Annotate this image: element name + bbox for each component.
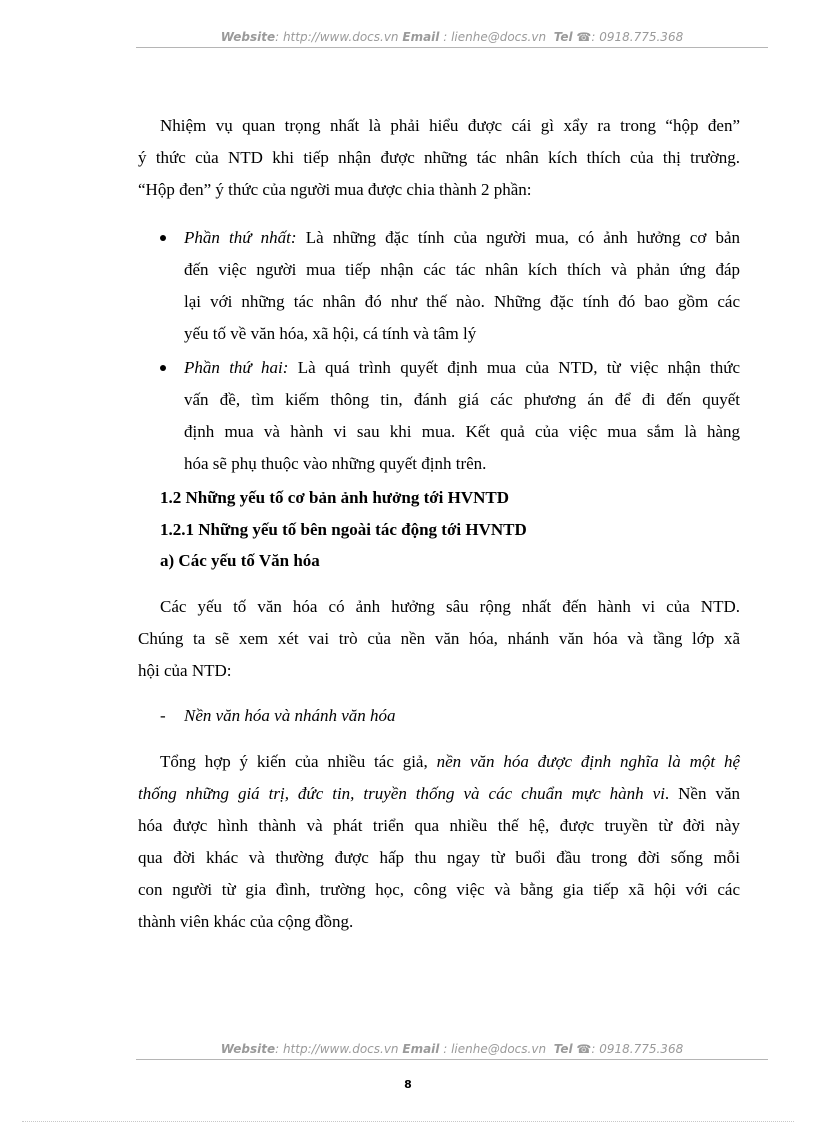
page-number: 8: [404, 1078, 412, 1091]
dash-marker: -: [160, 706, 166, 725]
list-item: [184, 352, 740, 480]
phone-icon: ☎: [576, 30, 592, 44]
text-segment-italic: thống những giá trị, đức tin, truyền thống và các chuẩn mực hành vi: [138, 784, 665, 803]
page-edge-divider: [22, 1121, 794, 1122]
tel-label: Tel: [553, 30, 573, 44]
website-value: : http://www.docs.vn: [275, 1042, 399, 1056]
text-line: thành viên khác của cộng đồng.: [138, 912, 354, 931]
text-line: qua đời khác và thường được hấp thu ngay từ buổi đầu trong đời sống mỗi: [138, 848, 740, 867]
text-line: “Hộp đen” ý thức của người mua được chia thành 2 phần:: [138, 180, 532, 199]
list-item: [184, 222, 740, 350]
text-line: Nhiệm vụ quan trọng nhất là phải hiểu được cái gì xẩy ra trong “hộp đen”: [160, 116, 740, 135]
paragraph-definition: [138, 746, 740, 938]
text-segment: Tổng hợp ý kiến của nhiều tác giả,: [160, 752, 437, 771]
section-heading: 1.2 Những yếu tố cơ bản ảnh hưởng tới HVNTD: [160, 488, 510, 507]
subsection-heading: 1.2.1 Những yếu tố bên ngoài tác động tới HVNTD: [160, 520, 527, 539]
footer-rule: [136, 1059, 768, 1060]
email-label: Email: [402, 1042, 440, 1056]
tel-value: : 0918.775.368: [591, 1042, 684, 1056]
list-item: [160, 700, 740, 732]
text-line: Là những đặc tính của người mua, có ảnh hưởng cơ bản: [296, 228, 741, 247]
list-item-label: Phần thứ nhất:: [184, 228, 297, 247]
text-segment: . Nền văn: [664, 784, 740, 803]
subsection-heading: a) Các yếu tố Văn hóa: [160, 551, 320, 570]
tel-label: Tel: [553, 1042, 573, 1056]
page-header: [136, 29, 768, 45]
website-value: : http://www.docs.vn: [275, 30, 399, 44]
paragraph-intro: [138, 110, 740, 206]
bullet-icon: [160, 235, 166, 241]
paragraph-culture: [138, 591, 740, 687]
bullet-icon: [160, 365, 166, 371]
text-line: ý thức của NTD khi tiếp nhận được những tác nhân kích thích của thị trường.: [138, 148, 740, 167]
header-rule: [136, 47, 768, 48]
text-line: hóa được hình thành và phát triển qua nhiều thế hệ, được truyền từ đời này: [138, 816, 740, 835]
text-line: hóa sẽ phụ thuộc vào những quyết định trên.: [184, 454, 487, 473]
list-item-label: Nền văn hóa và nhánh văn hóa: [184, 706, 396, 725]
text-line: yếu tố về văn hóa, xã hội, cá tính và tâm lý: [184, 324, 477, 343]
email-value: : lienhe@docs.vn: [439, 30, 547, 44]
email-value: : lienhe@docs.vn: [439, 1042, 547, 1056]
text-line: lại với những tác nhân đó như thế nào. Những đặc tính đó bao gồm các: [184, 292, 740, 311]
website-label: Website: [220, 30, 276, 44]
text-line: Là quá trình quyết định mua của NTD, từ việc nhận thức: [288, 358, 741, 377]
text-segment-italic: nền văn hóa được định nghĩa là một hệ: [436, 752, 740, 771]
text-line: vấn đề, tìm kiếm thông tin, đánh giá các phương án để đi đến quyết: [184, 390, 740, 409]
text-line: Các yếu tố văn hóa có ảnh hưởng sâu rộng nhất đến hành vi của NTD.: [160, 597, 740, 616]
tel-value: : 0918.775.368: [591, 30, 684, 44]
text-line: con người từ gia đình, trường học, công việc và bằng gia tiếp xã hội với các: [138, 880, 740, 899]
page-footer: [136, 1041, 768, 1057]
text-line: đến việc người mua tiếp nhận các tác nhân kích thích và phản ứng đáp: [184, 260, 740, 279]
phone-icon: ☎: [576, 1042, 592, 1056]
text-line: Chúng ta sẽ xem xét vai trò của nền văn hóa, nhánh văn hóa và tầng lớp xã: [138, 629, 740, 648]
website-label: Website: [220, 1042, 276, 1056]
email-label: Email: [402, 30, 440, 44]
text-line: định mua và hành vi sau khi mua. Kết quả của việc mua sắm là hàng: [184, 422, 740, 441]
text-line: hội của NTD:: [138, 661, 232, 680]
list-item-label: Phần thứ hai:: [184, 358, 289, 377]
